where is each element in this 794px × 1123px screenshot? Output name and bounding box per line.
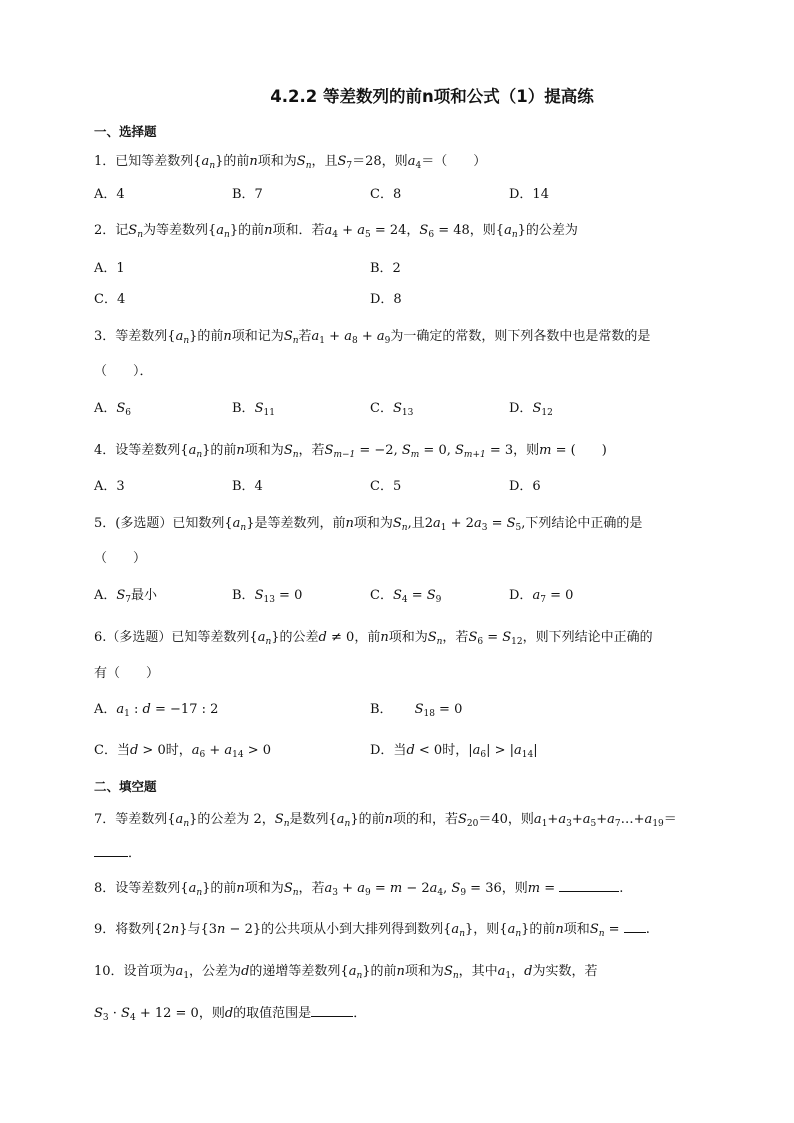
q4-option-d: D．6 xyxy=(509,479,541,494)
question-5: 5．(多选题）已知数列$\{a_n\}$是等差数列，前n项和为$S_n$,且$2a_1 + 2a_3 = S_5$,下列结论中正确的是 xyxy=(94,516,643,533)
answer-blank-9 xyxy=(624,921,646,933)
question-1: 1．已知等差数列$\{a_n\}$的前n项和为$S_n$，且$S_7=28$，则$a_4=$（ ） xyxy=(94,154,487,171)
q1-option-c: C．8 xyxy=(370,187,402,202)
q1-option-a: A．4 xyxy=(94,187,125,202)
q4-option-b: B．4 xyxy=(232,479,263,494)
q1-option-b: B．7 xyxy=(232,187,263,202)
question-6-line-2: 有（ ） xyxy=(94,666,160,681)
q4-option-c: C．5 xyxy=(370,479,402,494)
question-10-line-2: $S_3 \cdot S_4 + 12 = 0$，则d的取值范围是 ． xyxy=(94,1006,367,1023)
question-3-line-2: （ ）． xyxy=(94,364,153,379)
q3-option-a: A．$S_6$ xyxy=(94,401,132,418)
q2-option-c: C．4 xyxy=(94,292,126,307)
q5-option-c: C．$S_4 = S_9$ xyxy=(370,588,442,605)
question-5-line-2: （ ） xyxy=(94,551,147,566)
q6-option-d: D．当d < 0时，$|a_6| > |a_{14}|$ xyxy=(370,743,538,760)
question-7: 7．等差数列$\{a_n\}$的公差为 2，$S_n$是数列$\{a_n\}$的前n项的和，若$S_{20}=40$，则$a_1+a_3+a_5+a_7\dots+a_{19}=$ xyxy=(94,812,677,829)
question-7-line-2: ． xyxy=(94,842,141,861)
q6-option-b: B． $S_{18} = 0$ xyxy=(370,702,463,719)
q2-option-d: D．8 xyxy=(370,292,402,307)
question-3: 3．等差数列$\{a_n\}$的前n项和记为$S_n$若$a_1 + a_8 + a_9$为一确定的常数，则下列各数中也是常数的是 xyxy=(94,329,651,346)
q2-option-a: A．1 xyxy=(94,261,125,276)
q5-option-d: D．$a_7 = 0$ xyxy=(509,588,574,605)
question-2: 2．记$S_n$为等差数列$\{a_n\}$的前n项和．若$a_4 + a_5 = 24$，$S_6 = 48$，则$\{a_n\}$的公差为 xyxy=(94,223,578,240)
q6-option-c: C．当d > 0时，$a_6 + a_{14} > 0$ xyxy=(94,743,272,760)
question-4: 4．设等差数列$\{a_n\}$的前n项和为$S_n$，若$S_{m-1} = -2$, $S_m = 0$, $S_{m+1} = 3$，则m = ( ) xyxy=(94,443,607,460)
q4-option-a: A．3 xyxy=(94,479,125,494)
question-10: 10．设首项为$a_1$，公差为d的递增等差数列$\{a_n\}$的前n项和为$S_n$，其中$a_1$，d为实数，若 xyxy=(94,964,598,981)
q5-option-b: B．$S_{13} = 0$ xyxy=(232,588,303,605)
q3-option-b: B．$S_{11}$ xyxy=(232,401,275,418)
section-heading-fill: 二、填空题 xyxy=(94,779,157,794)
q2-option-b: B．2 xyxy=(370,261,401,276)
q6-option-a: A．$a_1$ : d = −17 : 2 xyxy=(94,702,219,719)
answer-blank-7 xyxy=(94,845,128,857)
answer-blank-10 xyxy=(311,1005,353,1017)
page-title: 4.2.2 等差数列的前n项和公式（1）提高练 xyxy=(270,87,594,106)
q3-option-d: D．$S_{12}$ xyxy=(509,401,553,418)
question-9: 9．将数列{2n}与{3n − 2}的公共项从小到大排列得到数列$\{a_n\}$，则$\{a_n\}$的前n项和$S_n$ = . xyxy=(94,922,650,939)
section-heading-choice: 一、选择题 xyxy=(94,124,157,139)
q5-option-a: A．$S_7$最小 xyxy=(94,588,158,605)
question-6: 6.（多选题）已知等差数列$\{a_n\}$的公差d ≠ 0，前n项和为$S_n$，若$S_6 = S_{12}$，则下列结论中正确的 xyxy=(94,630,653,647)
answer-blank-8 xyxy=(559,880,619,892)
q1-option-d: D．14 xyxy=(509,187,549,202)
question-8: 8．设等差数列$\{a_n\}$的前n项和为$S_n$，若$a_3 + a_9 = m - 2a_4$, $S_9 = 36$，则m = . xyxy=(94,881,624,898)
q3-option-c: C．$S_{13}$ xyxy=(370,401,414,418)
